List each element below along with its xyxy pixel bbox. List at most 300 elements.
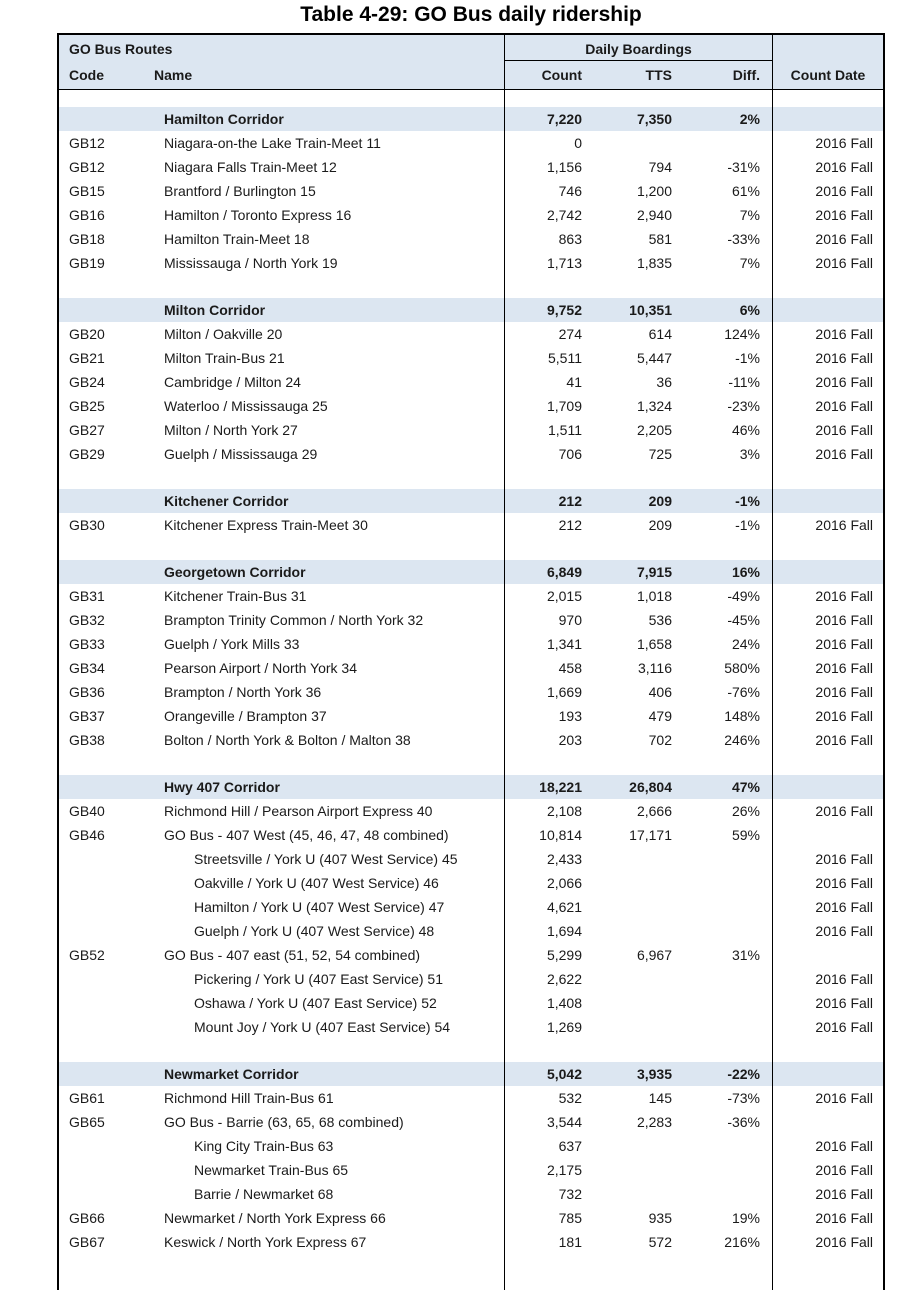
corridor-diff: -1% <box>735 493 760 509</box>
corridor-tts: 3,935 <box>636 1066 672 1082</box>
route-name: Guelph / York Mills 33 <box>164 636 300 652</box>
route-code: GB66 <box>69 1210 105 1226</box>
diff-value <box>672 1182 772 1206</box>
route-code: GB61 <box>69 1090 105 1106</box>
route-row <box>59 1110 883 1134</box>
count-date-value: 2016 Fall <box>772 991 883 1015</box>
diff-value: 7% <box>739 255 760 271</box>
diff-value: -1% <box>735 350 760 366</box>
route-row <box>59 656 883 680</box>
count-value: 1,709 <box>504 394 582 418</box>
count-value: 1,269 <box>504 1015 582 1039</box>
tts-value: 6,967 <box>636 947 672 963</box>
blank-cell <box>772 1039 883 1062</box>
blank-cell <box>582 90 672 107</box>
count-date-value: 2016 Fall <box>772 1206 883 1230</box>
route-row <box>59 155 883 179</box>
tts-value <box>582 131 672 155</box>
count-value: 5,511 <box>504 346 582 370</box>
blank-cell <box>582 466 672 489</box>
corridor-name: Hamilton Corridor <box>164 111 284 127</box>
route-row <box>59 251 883 275</box>
route-row <box>59 823 883 847</box>
tts-value: 1,018 <box>636 588 672 604</box>
count-date-value <box>772 1110 883 1134</box>
tts-value: 725 <box>648 446 672 462</box>
count-value: 2,433 <box>504 847 582 871</box>
corridor-summary-row <box>59 560 883 584</box>
diff-value: 148% <box>724 708 760 724</box>
route-row <box>59 704 883 728</box>
count-date-value: 2016 Fall <box>772 418 883 442</box>
route-code <box>59 847 164 871</box>
header-tts: TTS <box>645 67 672 83</box>
tts-value <box>582 1182 672 1206</box>
tts-value: 36 <box>656 374 672 390</box>
corridor-code-cell <box>59 489 164 513</box>
diff-value: 19% <box>731 1210 760 1226</box>
route-code: GB12 <box>69 159 105 175</box>
route-code: GB30 <box>69 517 105 533</box>
count-value: 181 <box>504 1230 582 1254</box>
blank-cell <box>164 537 504 560</box>
header-code-name-row <box>59 61 504 89</box>
diff-value: -49% <box>727 588 760 604</box>
header-code: Code <box>69 67 104 83</box>
diff-value <box>672 131 772 155</box>
route-name: Streetsville / York U (407 West Service) 45 <box>194 851 458 867</box>
blank-cell <box>504 90 582 107</box>
count-value: 863 <box>504 227 582 251</box>
route-row <box>59 370 883 394</box>
header-boardings-columns-row <box>505 61 772 89</box>
diff-value: -45% <box>727 612 760 628</box>
blank-cell <box>164 466 504 489</box>
diff-value: -33% <box>727 231 760 247</box>
route-row <box>59 227 883 251</box>
blank-cell <box>672 275 772 298</box>
count-date-value: 2016 Fall <box>772 155 883 179</box>
blank-cell <box>504 275 582 298</box>
route-row <box>59 131 883 155</box>
corridor-diff: 2% <box>739 111 760 127</box>
diff-value <box>672 1015 772 1039</box>
route-name: Richmond Hill / Pearson Airport Express 40 <box>164 803 433 819</box>
route-row <box>59 895 883 919</box>
route-code: GB18 <box>69 231 105 247</box>
count-date-value: 2016 Fall <box>772 394 883 418</box>
corridor-name: Milton Corridor <box>164 302 266 318</box>
table-title: Table 4-29: GO Bus daily ridership <box>300 3 642 26</box>
corridor-diff: 47% <box>731 779 760 795</box>
count-date-value: 2016 Fall <box>772 1158 883 1182</box>
section-gap-row <box>59 752 883 775</box>
route-row <box>59 919 883 943</box>
diff-value: -23% <box>727 398 760 414</box>
route-code <box>59 1015 164 1039</box>
count-value: 1,694 <box>504 919 582 943</box>
count-date-value: 2016 Fall <box>772 1134 883 1158</box>
header-boardings-group <box>504 35 772 89</box>
diff-value: 124% <box>724 326 760 342</box>
tts-value <box>582 871 672 895</box>
route-name: Barrie / Newmarket 68 <box>194 1186 334 1202</box>
diff-value: -11% <box>728 374 760 390</box>
header-routes-group <box>59 35 504 89</box>
count-value: 706 <box>504 442 582 466</box>
route-row <box>59 394 883 418</box>
corridor-date-cell <box>772 560 883 584</box>
route-name: Brantford / Burlington 15 <box>164 183 316 199</box>
route-code: GB19 <box>69 255 105 271</box>
route-code: GB34 <box>69 660 105 676</box>
route-row <box>59 1015 883 1039</box>
corridor-code-cell <box>59 298 164 322</box>
diff-value <box>672 967 772 991</box>
header-name: Name <box>154 67 193 83</box>
tts-value: 209 <box>648 517 672 533</box>
tts-value: 2,205 <box>636 422 672 438</box>
section-gap-row <box>59 275 883 298</box>
count-value: 2,742 <box>504 203 582 227</box>
tts-value: 614 <box>648 326 672 342</box>
corridor-tts: 7,915 <box>636 564 672 580</box>
bottom-filler-row <box>59 1254 883 1290</box>
route-code: GB52 <box>69 947 105 963</box>
corridor-summary-row <box>59 298 883 322</box>
route-name: Pickering / York U (407 East Service) 51 <box>194 971 444 987</box>
route-code <box>59 919 164 943</box>
blank-cell <box>582 1039 672 1062</box>
route-code <box>59 991 164 1015</box>
count-date-value: 2016 Fall <box>772 442 883 466</box>
blank-cell <box>772 537 883 560</box>
diff-value: -76% <box>727 684 760 700</box>
route-code: GB15 <box>69 183 105 199</box>
count-date-value: 2016 Fall <box>772 370 883 394</box>
tts-value: 581 <box>648 231 672 247</box>
tts-value: 479 <box>648 708 672 724</box>
blank-cell <box>582 275 672 298</box>
section-gap-row <box>59 537 883 560</box>
blank-cell <box>164 1039 504 1062</box>
route-code: GB46 <box>69 827 105 843</box>
route-code: GB65 <box>69 1114 105 1130</box>
route-name: Hamilton / Toronto Express 16 <box>164 207 352 223</box>
blank-cell <box>772 752 883 775</box>
count-value: 970 <box>504 608 582 632</box>
count-date-value: 2016 Fall <box>772 1230 883 1254</box>
tts-value: 5,447 <box>636 350 672 366</box>
count-date-value: 2016 Fall <box>772 967 883 991</box>
route-name: GO Bus - 407 east (51, 52, 54 combined) <box>164 947 421 963</box>
count-date-value: 2016 Fall <box>772 608 883 632</box>
count-date-value: 2016 Fall <box>772 680 883 704</box>
diff-value: -36% <box>727 1114 760 1130</box>
route-name: Hamilton / York U (407 West Service) 47 <box>194 899 445 915</box>
blank-cell <box>164 1254 504 1290</box>
route-name: Cambridge / Milton 24 <box>164 374 301 390</box>
blank-cell <box>59 275 164 298</box>
route-code: GB67 <box>69 1234 105 1250</box>
blank-cell <box>59 752 164 775</box>
count-value: 193 <box>504 704 582 728</box>
header-go-bus-routes: GO Bus Routes <box>69 41 173 57</box>
route-code: GB37 <box>69 708 105 724</box>
count-date-value: 2016 Fall <box>772 895 883 919</box>
blank-cell <box>582 752 672 775</box>
tts-value: 1,658 <box>636 636 672 652</box>
route-row <box>59 871 883 895</box>
tts-value <box>582 847 672 871</box>
tts-value: 2,283 <box>636 1114 672 1130</box>
count-date-value <box>772 943 883 967</box>
section-gap-row <box>59 466 883 489</box>
route-name: Orangeville / Brampton 37 <box>164 708 327 724</box>
tts-value: 2,666 <box>636 803 672 819</box>
route-code <box>59 1158 164 1182</box>
route-name: GO Bus - 407 West (45, 46, 47, 48 combined) <box>164 827 449 843</box>
section-gap-row <box>59 1039 883 1062</box>
count-value: 458 <box>504 656 582 680</box>
tts-value: 1,324 <box>636 398 672 414</box>
count-value: 274 <box>504 322 582 346</box>
blank-cell <box>504 1254 582 1290</box>
blank-cell <box>59 1254 164 1290</box>
route-name: Richmond Hill Train-Bus 61 <box>164 1090 334 1106</box>
route-name: King City Train-Bus 63 <box>194 1138 334 1154</box>
tts-value <box>582 895 672 919</box>
corridor-tts: 7,350 <box>636 111 672 127</box>
header-spacer-row <box>59 90 883 107</box>
diff-value: 61% <box>731 183 760 199</box>
count-value: 1,341 <box>504 632 582 656</box>
route-code <box>59 967 164 991</box>
route-row <box>59 1134 883 1158</box>
corridor-code-cell <box>59 775 164 799</box>
tts-value: 2,940 <box>636 207 672 223</box>
count-date-value: 2016 Fall <box>772 346 883 370</box>
route-name: Milton Train-Bus 21 <box>164 350 285 366</box>
tts-value <box>582 1158 672 1182</box>
corridor-name: Kitchener Corridor <box>164 493 289 509</box>
blank-cell <box>772 275 883 298</box>
corridor-count: 6,849 <box>504 560 582 584</box>
count-value: 1,669 <box>504 680 582 704</box>
tts-value <box>582 919 672 943</box>
route-row <box>59 680 883 704</box>
route-name: Kitchener Train-Bus 31 <box>164 588 307 604</box>
count-value: 10,814 <box>504 823 582 847</box>
tts-value <box>582 1015 672 1039</box>
blank-cell <box>772 90 883 107</box>
route-row <box>59 608 883 632</box>
count-date-value: 2016 Fall <box>772 203 883 227</box>
route-code: GB33 <box>69 636 105 652</box>
diff-value <box>672 919 772 943</box>
route-code: GB21 <box>69 350 105 366</box>
count-value: 2,015 <box>504 584 582 608</box>
route-code: GB36 <box>69 684 105 700</box>
route-code: GB24 <box>69 374 105 390</box>
route-code: GB38 <box>69 732 105 748</box>
blank-cell <box>672 752 772 775</box>
count-value: 1,156 <box>504 155 582 179</box>
route-name: Brampton Trinity Common / North York 32 <box>164 612 424 628</box>
diff-value <box>672 1158 772 1182</box>
count-date-value: 2016 Fall <box>772 704 883 728</box>
route-code <box>59 871 164 895</box>
count-value: 732 <box>504 1182 582 1206</box>
corridor-code-cell <box>59 107 164 131</box>
route-name: Hamilton Train-Meet 18 <box>164 231 310 247</box>
count-date-value: 2016 Fall <box>772 322 883 346</box>
tts-value <box>582 991 672 1015</box>
count-date-value: 2016 Fall <box>772 513 883 537</box>
diff-value: -31% <box>727 159 760 175</box>
diff-value: 7% <box>739 207 760 223</box>
blank-cell <box>164 752 504 775</box>
diff-value <box>672 991 772 1015</box>
tts-value: 1,835 <box>636 255 672 271</box>
route-name: Newmarket / North York Express 66 <box>164 1210 386 1226</box>
route-code: GB12 <box>69 135 105 151</box>
blank-cell <box>672 1254 772 1290</box>
count-date-value: 2016 Fall <box>772 871 883 895</box>
diff-value <box>672 847 772 871</box>
blank-cell <box>164 275 504 298</box>
diff-value: 246% <box>724 732 760 748</box>
route-name: Pearson Airport / North York 34 <box>164 660 357 676</box>
route-name: Keswick / North York Express 67 <box>164 1234 367 1250</box>
count-value: 0 <box>504 131 582 155</box>
header-count-date: Count Date <box>790 67 866 83</box>
corridor-date-cell <box>772 1062 883 1086</box>
corridor-date-cell <box>772 298 883 322</box>
blank-cell <box>672 90 772 107</box>
route-name: Waterloo / Mississauga 25 <box>164 398 328 414</box>
corridor-diff: -22% <box>727 1066 760 1082</box>
table-body <box>59 90 883 1290</box>
tts-value: 3,116 <box>638 660 672 676</box>
route-name: Guelph / Mississauga 29 <box>164 446 318 462</box>
route-row <box>59 728 883 752</box>
route-row <box>59 203 883 227</box>
route-row <box>59 943 883 967</box>
route-row <box>59 1230 883 1254</box>
count-date-value: 2016 Fall <box>772 728 883 752</box>
diff-value <box>672 1134 772 1158</box>
diff-value: 26% <box>731 803 760 819</box>
count-value: 203 <box>504 728 582 752</box>
route-name: GO Bus - Barrie (63, 65, 68 combined) <box>164 1114 404 1130</box>
route-code <box>59 1134 164 1158</box>
tts-value: 145 <box>648 1090 672 1106</box>
route-row <box>59 584 883 608</box>
route-name: Guelph / York U (407 West Service) 48 <box>194 923 435 939</box>
count-value: 2,622 <box>504 967 582 991</box>
count-value: 212 <box>504 513 582 537</box>
count-value: 3,544 <box>504 1110 582 1134</box>
tts-value <box>582 967 672 991</box>
header-diff: Diff. <box>732 67 760 83</box>
corridor-tts: 26,804 <box>629 779 672 795</box>
blank-cell <box>772 1254 883 1290</box>
route-name: Oshawa / York U (407 East Service) 52 <box>194 995 437 1011</box>
route-name: Mount Joy / York U (407 East Service) 54 <box>194 1019 451 1035</box>
count-value: 785 <box>504 1206 582 1230</box>
count-date-value: 2016 Fall <box>772 131 883 155</box>
route-row <box>59 847 883 871</box>
diff-value: 580% <box>724 660 760 676</box>
corridor-count: 212 <box>504 489 582 513</box>
corridor-count: 7,220 <box>504 107 582 131</box>
count-date-value: 2016 Fall <box>772 179 883 203</box>
blank-cell <box>504 1039 582 1062</box>
corridor-tts: 10,351 <box>629 302 672 318</box>
header-count: Count <box>541 67 582 83</box>
count-value: 1,511 <box>504 418 582 442</box>
count-value: 1,408 <box>504 991 582 1015</box>
count-value: 2,108 <box>504 799 582 823</box>
route-row <box>59 346 883 370</box>
count-date-value: 2016 Fall <box>772 632 883 656</box>
blank-cell <box>672 1039 772 1062</box>
table-header <box>59 35 883 90</box>
route-row <box>59 1158 883 1182</box>
route-row <box>59 442 883 466</box>
corridor-code-cell <box>59 1062 164 1086</box>
route-row <box>59 513 883 537</box>
blank-cell <box>59 537 164 560</box>
diff-value: 24% <box>731 636 760 652</box>
diff-value: 3% <box>739 446 760 462</box>
diff-value: -73% <box>727 1090 760 1106</box>
count-value: 2,066 <box>504 871 582 895</box>
tts-value: 1,200 <box>636 183 672 199</box>
count-value: 41 <box>504 370 582 394</box>
corridor-diff: 6% <box>739 302 760 318</box>
blank-cell <box>504 466 582 489</box>
corridor-date-cell <box>772 107 883 131</box>
blank-cell <box>582 1254 672 1290</box>
corridor-summary-row <box>59 1062 883 1086</box>
corridor-diff: 16% <box>731 564 760 580</box>
diff-value <box>672 871 772 895</box>
blank-cell <box>59 1039 164 1062</box>
go-bus-ridership-table <box>57 33 885 1290</box>
count-value: 4,621 <box>504 895 582 919</box>
route-code <box>59 1182 164 1206</box>
route-name: Brampton / North York 36 <box>164 684 322 700</box>
corridor-count: 18,221 <box>504 775 582 799</box>
route-row <box>59 632 883 656</box>
route-row <box>59 1086 883 1110</box>
blank-cell <box>672 537 772 560</box>
count-value: 2,175 <box>504 1158 582 1182</box>
route-name: Niagara Falls Train-Meet 12 <box>164 159 337 175</box>
route-code: GB25 <box>69 398 105 414</box>
corridor-code-cell <box>59 560 164 584</box>
route-name: Oakville / York U (407 West Service) 46 <box>194 875 439 891</box>
corridor-count: 9,752 <box>504 298 582 322</box>
route-code: GB40 <box>69 803 105 819</box>
route-row <box>59 967 883 991</box>
route-row <box>59 1206 883 1230</box>
corridor-name: Newmarket Corridor <box>164 1066 299 1082</box>
tts-value: 536 <box>648 612 672 628</box>
blank-cell <box>772 466 883 489</box>
